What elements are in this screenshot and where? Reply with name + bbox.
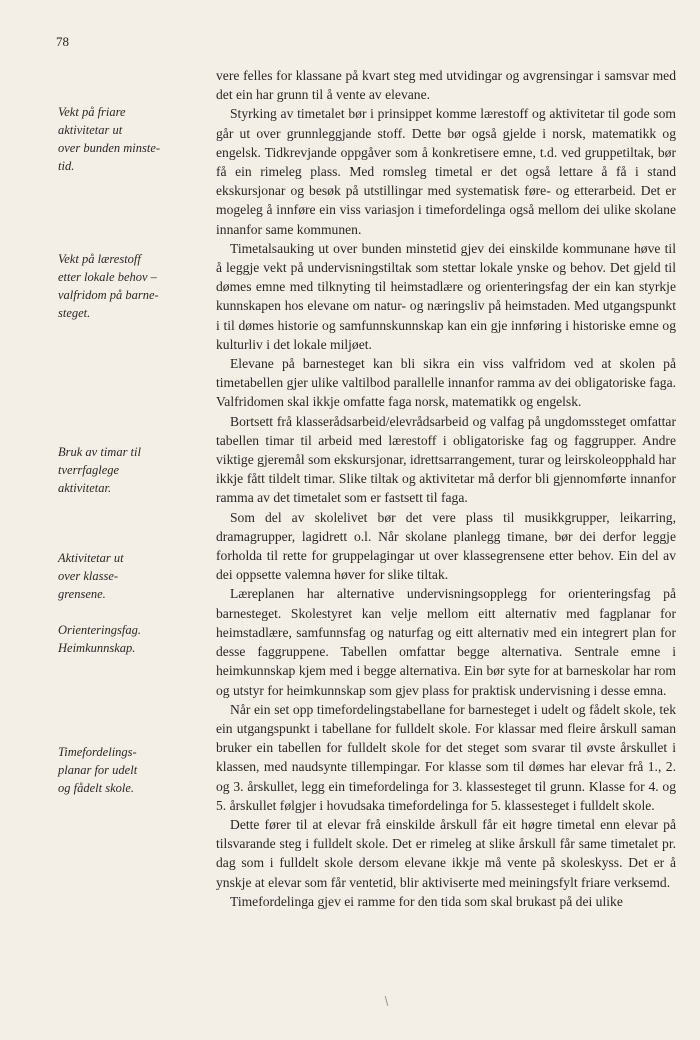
body-text (216, 66, 676, 911)
margin-note-lokale-behov: Vekt på lærestoff etter lokale behov – valfridom på barne- steget. (58, 252, 159, 320)
paragraph: Dette fører til at elevar frå einskilde årskull får eit høgre timetal enn elevar på tilsvarande steg i fulldelt skole. Det er rimeleg at slike årskull får same timetalet pr. dag som i fulldelt skole dersom elevane ikkje må vente på skoleskyss. Det er å ynskje at elevar som får ventetid, blir aktiviserte med meiningsfylt friare verksemd. (216, 816, 676, 890)
paragraph: Når ein set opp timefordelingstabellane for barnesteget i udelt og fådelt skole, tek ein utgangspunkt i tabellane for fulldelt skole. For klassar med fleire årskull saman bruker ein tabellen for fulldelt skole for det steget som svarar til øvste årskullet i klassen, med naudsynte tillempingar. For klasse som til dømes har elevar frå 1., 2. og 3. årskullet, legg ein timefordelinga for 3. klassesteget til grunn. Klasse for 4. og 5. årskullet følgjer i hovudsaka timefordelinga for 5. klassesteget i fulldelt skole. (216, 701, 676, 813)
paragraph: Timefordelinga gjev ei ramme for den tida som skal brukast på dei ulike (230, 893, 623, 909)
paragraph: Elevane på barnesteget kan bli sikra ein viss valfridom ved at skolen på timetabellen gjer ulike valtilbod parallelle innanfor ramma av dei obligatoriske faga. Valfridomen skal ikkje omfatte faga norsk, matematikk og engelsk. (216, 356, 676, 410)
margin-notes (0, 0, 200, 1040)
page-number: 78 (56, 34, 69, 49)
paragraph: Styrking av timetalet bør i prinsippet komme lærestoff og aktivitetar til gode som går ut over grunnleggjande stoff. Dette bør også gjelde i norsk, matematikk og engelsk. Tidkrevjande oppgåver som å konkretisere emne, t.d. ved gruppetiltak, bør få ein rimeleg plass. Med romsleg timetal er det også lettare å få i stand ekskursjonar og besøk på utstillingar med systematisk føre- og etterarbeid. Det er mogeleg å innføre ein viss variasjon i timefordelinga også mellom dei ulike skolane innanfor same kommunen. (216, 106, 676, 237)
margin-note-orienteringsfag: Orienteringsfag. Heimkunnskap. (58, 623, 141, 655)
paragraph: Timetalsauking ut over bunden minstetid gjev dei einskilde kommunane høve til å leggje vekt på undervisningstiltak som stettar lokale ynske og behov. Det gjeld til dømes emne med tilknyting til heimstadlære og orienteringsfag der ein kan styrkje kunnskapen hos elevane om natur- og næringsliv på heimstaden. Med utgangspunkt i til dømes historie og samfunnskunnskap kan ein gje innføring i historiske emne og kulturliv i det lokale miljøet. (216, 240, 676, 352)
margin-note-friare-aktivitetar: Vekt på friare aktivitetar ut over bunden minste- tid. (58, 105, 161, 173)
paragraph: Som del av skolelivet bør det vere plass til musikkgrupper, leikarring, dramagrupper, lagidrett o.l. Når skolane planlegg timane, bør dei derfor leggje forholda til rette for gruppelagingar ut over klassegrensene etter behov. Ein del av dei oppsette valemna høver for slike tiltak. (216, 509, 676, 583)
margin-note-klassegrensene: Aktivitetar ut over klasse- grensene. (58, 551, 124, 601)
paragraph: vere felles for klassane på kvart steg med utvidingar og avgrensingar i samsvar med det ein har grunn til å vente av elevane. (216, 68, 676, 103)
scan-mark (385, 996, 389, 1006)
paragraph: Bortsett frå klasserådsarbeid/elevrådsarbeid og valfag på ungdomssteget omfattar tabellen timar til arbeid med lærestoff i obligatoriske fag og faggrupper. Andre viktige gjeremål som ekskursjonar, idrettsarrangement, turar og leirskoleopphald har ikkje fått tildelt timar. Slike tiltak og aktivitetar må derfor bli gjennomførte innanfor ramma av det timetalet som er fastsett til faga. (216, 413, 676, 506)
margin-note-tverrfaglege-aktivitetar: Bruk av timar til tverrfaglege aktivitetar. (58, 445, 141, 495)
paragraph: Læreplanen har alternative undervisningsopplegg for orienteringsfag på barnesteget. Skolestyret kan velje mellom eitt alternativ med fagplanar for heimstadlære, samfunnsfag og naturfag og eitt alternativ med ein integrert plan for desse faggruppene. Tabellen omfattar begge alternativa. Sentrale emne i heimkunnskap kjem med i begge alternativa. Ein bør syte for at barneskolar har rom og utstyr for heimkunnskap som gjev plass for praktisk undervisning i desse emna. (216, 586, 676, 698)
margin-note-timefordelingsplanar: Timefordelings- planar for udelt og fådelt skole. (58, 745, 138, 795)
